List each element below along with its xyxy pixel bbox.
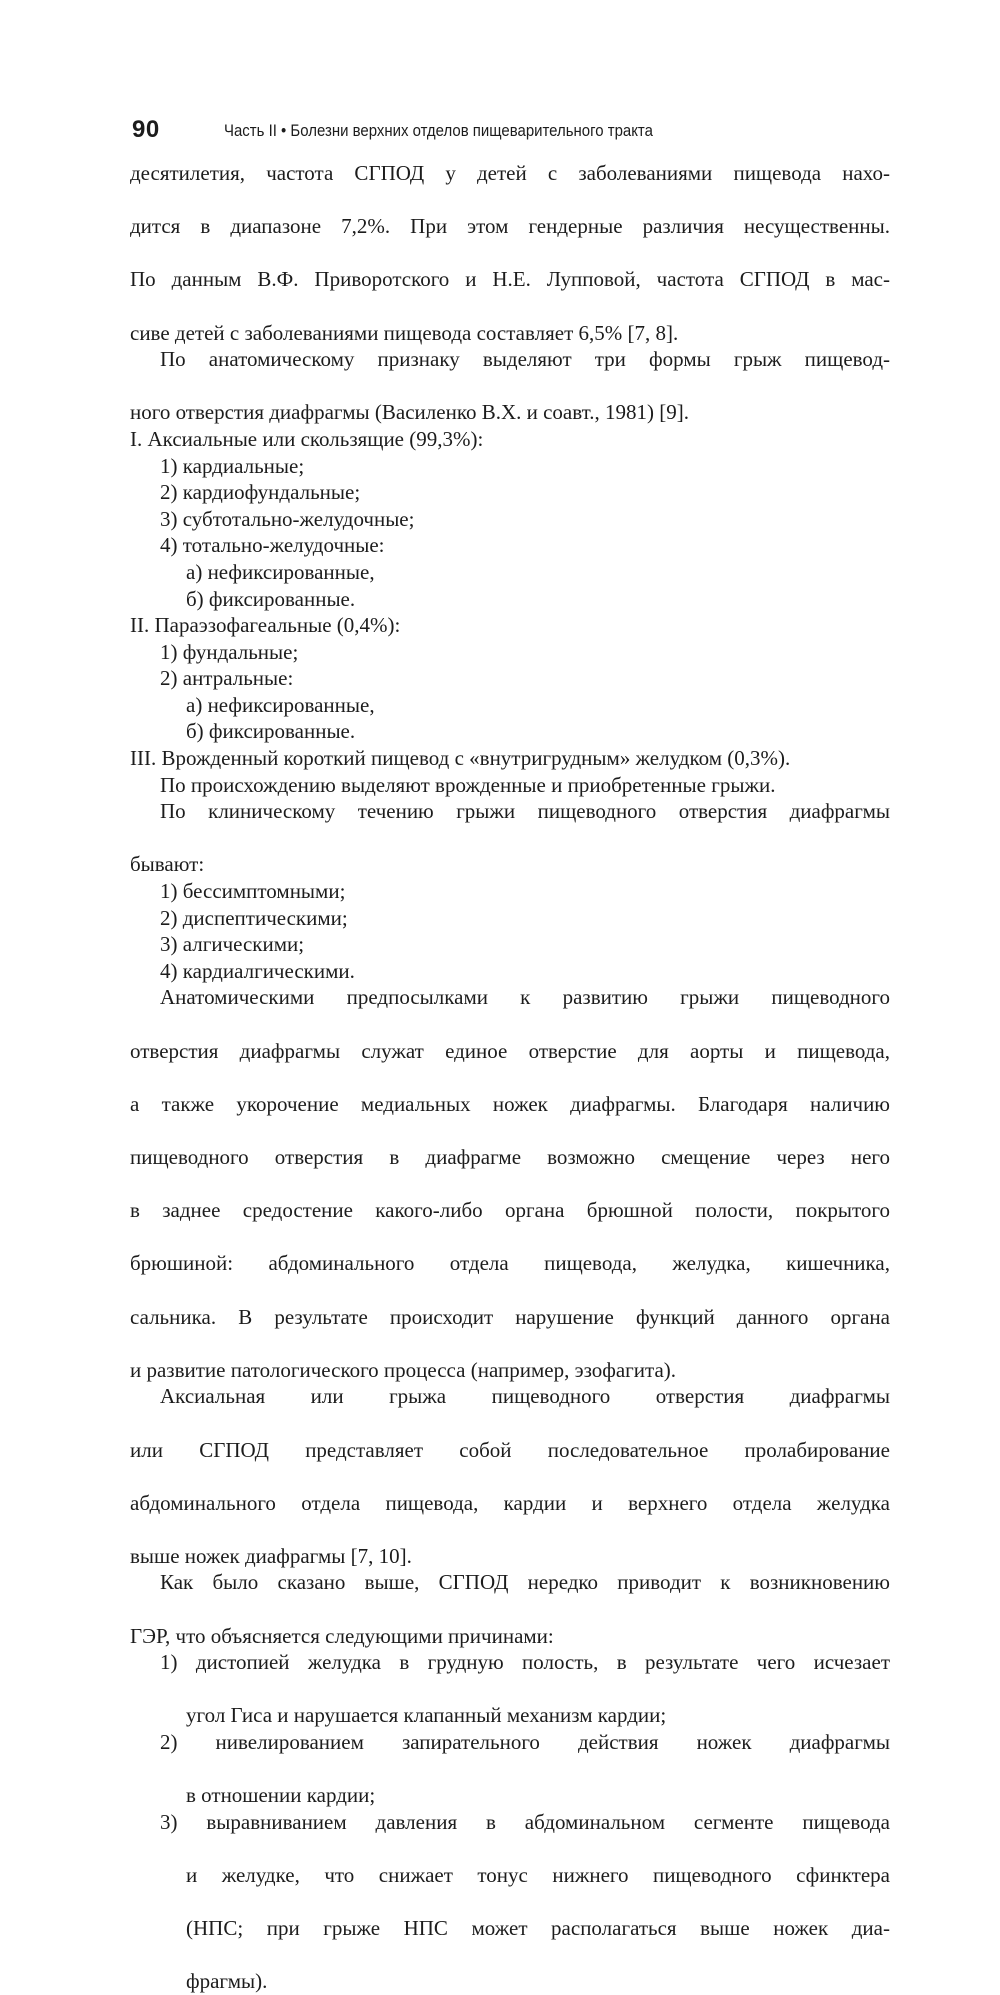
list-item-continuation: и желудке, что снижает тонус нижнего пищеводного сфинктера [186, 1863, 890, 1887]
list-item: 4) тотально-желудочные: [160, 533, 385, 558]
text-line: выше ножек диафрагмы [7, 10]. [130, 1543, 412, 1568]
list-item: 1) кардиальные; [160, 453, 305, 478]
list-item-continuation: фрагмы). [186, 1969, 268, 1994]
list-item: 1) бессимптомными; [160, 879, 346, 904]
running-head: Часть II • Болезни верхних отделов пищеварительного тракта [224, 121, 653, 140]
list-item-continuation: в отношении кардии; [186, 1783, 376, 1808]
text-line: десятилетия, частота СГПОД у детей с заболеваниями пищевода нахо- [130, 161, 890, 185]
classification-heading: II. Параэзофагеальные (0,4%): [130, 613, 401, 638]
list-item-continuation: угол Гиса и нарушается клапанный механизм кардии; [186, 1703, 667, 1728]
sub-list-item: б) фиксированные. [186, 719, 356, 744]
classification-heading: III. Врожденный короткий пищевод с «внутригрудным» желудком (0,3%). [130, 746, 791, 771]
list-item: 1) дистопией желудка в грудную полость, в результате чего исчезает [160, 1650, 890, 1675]
text-line: в заднее средостение какого-либо органа брюшной полости, покрытого [130, 1198, 890, 1223]
list-item: 2) кардиофундальные; [160, 480, 361, 505]
classification-heading: I. Аксиальные или скользящие (99,3%): [130, 426, 484, 451]
list-item: 3) субтотально-желудочные; [160, 506, 415, 531]
text-line: дится в диапазоне 7,2%. При этом гендерные различия несущественны. [130, 214, 890, 239]
list-item: 3) выравниванием давления в абдоминальном сегменте пищевода [160, 1809, 890, 1834]
text-line: ного отверстия диафрагмы (Василенко В.Х. и соавт., 1981) [9]. [130, 400, 689, 425]
text-line: абдоминального отдела пищевода, кардии и верхнего отдела желудка [130, 1490, 890, 1515]
text-line: Как было сказано выше, СГПОД нередко приводит к возникновению [160, 1570, 890, 1595]
body-text [130, 160, 890, 1995]
list-item-continuation: (НПС; при грыже НПС может располагаться выше ножек диа- [186, 1916, 890, 1941]
list-item: 1) фундальные; [160, 639, 299, 664]
list-item: 2) диспептическими; [160, 905, 348, 930]
text-line: сальника. В результате происходит нарушение функций данного органа [130, 1304, 890, 1329]
text-line: По анатомическому признаку выделяют три формы грыж пищевод- [160, 347, 890, 372]
text-line: сиве детей с заболеваниями пищевода составляет 6,5% [7, 8]. [130, 320, 679, 345]
sub-list-item: а) нефиксированные, [186, 559, 375, 584]
text-line: По клиническому течению грыжи пищеводного отверстия диафрагмы [160, 799, 890, 824]
list-item: 2) нивелированием запирательного действия ножек диафрагмы [160, 1730, 890, 1755]
text-line: ГЭР, что объясняется следующими причинами: [130, 1623, 554, 1648]
text-line: пищеводного отверстия в диафрагме возможно смещение через него [130, 1144, 890, 1169]
text-line: отверстия диафрагмы служат единое отверстие для аорты и пищевода, [130, 1038, 890, 1063]
page-header [132, 116, 892, 150]
text-line: брюшиной: абдоминального отдела пищевода, желудка, кишечника, [130, 1251, 890, 1276]
text-line: и развитие патологического процесса (например, эзофагита). [130, 1357, 677, 1382]
text-line: По происхождению выделяют врожденные и приобретенные грыжи. [160, 772, 776, 797]
text-line: а также укорочение медиальных ножек диафрагмы. Благодаря наличию [130, 1091, 890, 1116]
sub-list-item: б) фиксированные. [186, 586, 356, 611]
page-number: 90 [132, 116, 160, 143]
list-item: 3) алгическими; [160, 932, 305, 957]
list-item: 4) кардиалгическими. [160, 958, 355, 983]
text-line: По данным В.Ф. Приворотского и Н.Е. Лупповой, частота СГПОД в мас- [130, 267, 890, 292]
text-line: Анатомическими предпосылками к развитию грыжи пищеводного [160, 985, 890, 1010]
list-item: 2) антральные: [160, 666, 294, 691]
text-line: Аксиальная или грыжа пищеводного отверстия диафрагмы [160, 1384, 890, 1409]
text-line: или СГПОД представляет собой последовательное пролабирование [130, 1437, 890, 1462]
text-line: бывают: [130, 852, 205, 877]
sub-list-item: а) нефиксированные, [186, 692, 375, 717]
